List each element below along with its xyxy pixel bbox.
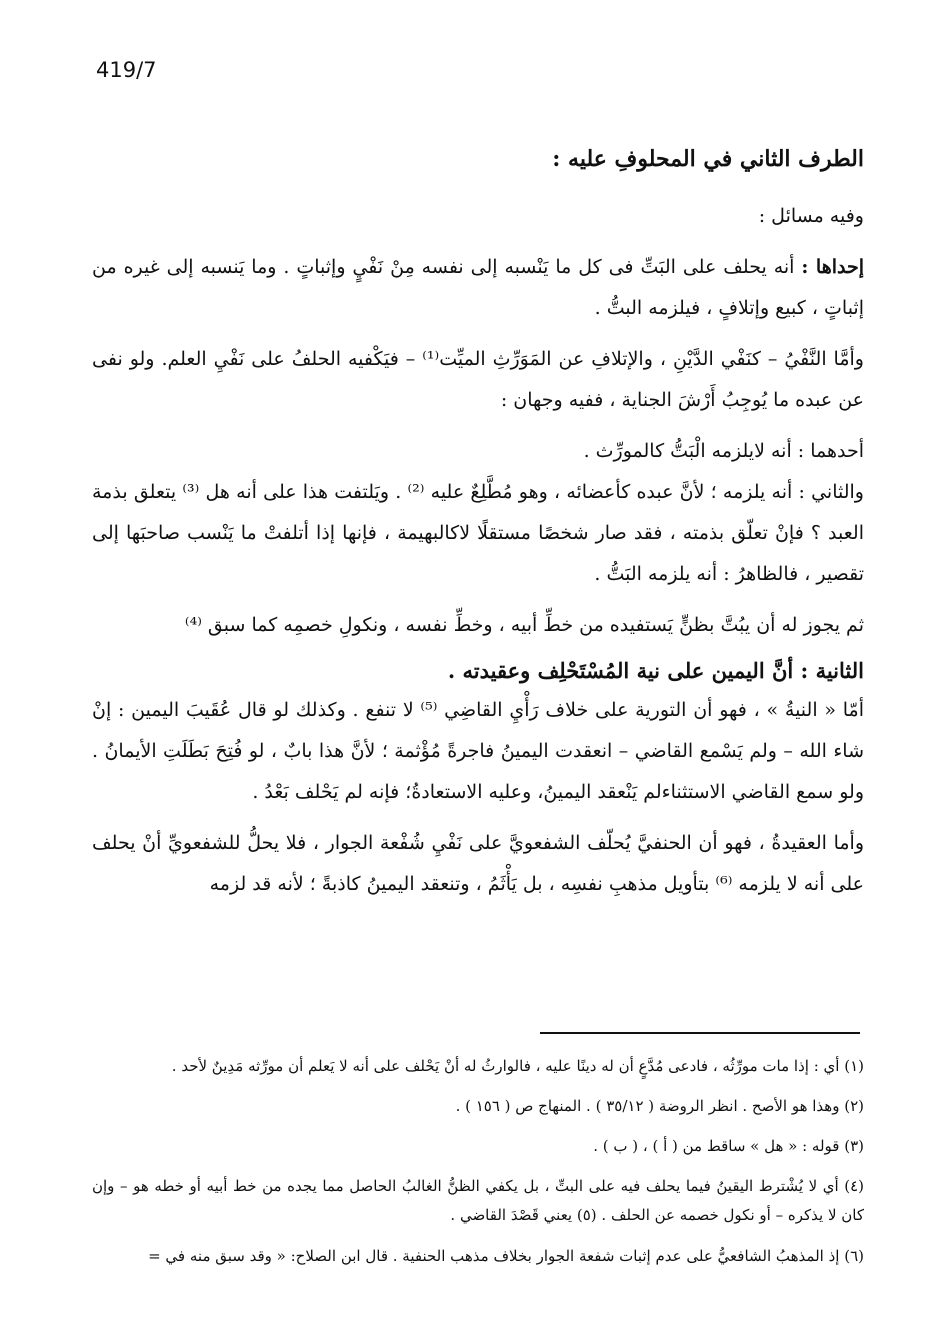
second-issue-heading: الثانية : أنَّ اليمين على نية المُسْتَحْلِف وعقيدته .: [447, 658, 864, 683]
footnote-1: (١) أي : إذا مات مورِّثُه ، فادعى مُدَّعٍ أن له دينًا عليه ، فالوارثُ له أنْ يَحْلف على أنه لا يَعلم أن مورِّثه مَدِينٌ لأحد .: [171, 1057, 864, 1075]
page-number: 419/7: [96, 58, 157, 82]
paragraph-negation: وأمَّا النَّفْيُ – كنَفْي الدَّيْنِ ، والإتلافِ عن المَوَرِّثِ الميِّت⁽¹⁾ – فيَكْفيه الحلفُ على نَفْيِ العلم. ولو نفى عن عبده ما يُوجِبُ أَرْشَ الجناية ، ففيه وجهان :: [92, 348, 864, 411]
intro-line: وفيه مسائل :: [758, 205, 864, 227]
issue-text: أنه يحلف على البَتِّ فى كل ما يَنْسبه إلى نفسه مِنْ نَفْيٍ وإثباتٍ . وما يَنسبه إلى غيره من إثباتٍ ، كبيع وإتلافٍ ، فيلزمه البتُّ .: [92, 256, 864, 319]
footnote-6: (٦) إذ المذهبُ الشافعيُّ على عدم إثبات شفعة الجوار بخلاف مذهب الحنفية . قال ابن الصلاح: « وقد سبق منه في =: [148, 1247, 864, 1265]
section-heading: الطرف الثاني في المحلوفِ عليه :: [552, 146, 864, 172]
paragraph-reliance: ثم يجوز له أن يبُتَّ بظنٍّ يَستفيده من خطِّ أبيه ، وخطِّ نفسه ، ونكولِ خصمِه كما سبق ⁽⁴⁾: [184, 614, 864, 636]
paragraph-second-view: والثاني : أنه يلزمه ؛ لأنَّ عبده كأعضائه ، وهو مُطَّلِعٌ عليه ⁽²⁾ . ويَلتفت هذا على أنه هل ⁽³⁾ يتعلق بذمة العبد ؟ فإنْ تعلّق بذمته ، فقد صار شخصًا مستقلًا لاكالبهيمة ، فإنها إذا أتلفتْ ما يَنْسب صاحبَها إلى تقصير ، فالظاهرُ : أنه يلزمه البَتُّ .: [92, 481, 864, 585]
footnote-4-5: (٤) أي لا يُشْترط اليقينُ فيما يحلف فيه على البتِّ ، بل يكفي الظنُّ الغالبُ الحاصل مما يجده من خط أبيه أو خطه هو – وإن كان لا يذكره – أو نكول خصمه عن الحلف . (٥) يعني قَصْدَ القاضي .: [92, 1177, 864, 1224]
issue-lead: إحداها :: [801, 256, 865, 278]
paragraph-intention: أمّا « النيةُ » ، فهو أن التورية على خلاف رَأْيِ القاضِي ⁽⁵⁾ لا تنفع . وكذلك لو قال عُقَيبَ اليمين : إنْ شاء الله – ولم يَسْمع القاضي – انعقدت اليمينُ فاجرةً مُؤْثمة ؛ لأنَّ هذا بابٌ ، لو فُتِحَ بَطَلَتِ الأيمانُ . ولو سمع القاضي الاستثناءلم يَنْعقد اليمينُ، وعليه الاستعادةُ؛ فإنه لم يَحْلف بَعْدُ .: [92, 699, 864, 803]
footnotes: [92, 1052, 864, 1282]
main-text: [92, 140, 864, 905]
footnote-2: (٢) وهذا هو الأصح . انظر الروضة ( ٣٥/١٢ ) . المنهاج ص ( ١٥٦ ) .: [455, 1097, 864, 1115]
paragraph-first-issue: [92, 247, 864, 329]
paragraph-first-view: أحدهما : أنه لايلزمه الْبَتُّ كالمورِّث .: [583, 440, 864, 462]
footnote-3: (٣) قوله : « هل » ساقط من ( أ ) ، ( ب ) .: [593, 1137, 864, 1155]
paragraph-belief: وأما العقيدةُ ، فهو أن الحنفيَّ يُحلّف الشفعويَّ على نَفْيِ شُفْعة الجوار ، فلا يحلُّ للشفعويِّ أنْ يحلف على أنه لا يلزمه ⁽⁶⁾ بتأويل مذهبِ نفسِه ، بل يَأْثَمُ ، وتنعقد اليمينُ كاذبةً ؛ لأنه قد لزمه: [92, 832, 864, 895]
footnote-separator: [540, 1032, 860, 1034]
